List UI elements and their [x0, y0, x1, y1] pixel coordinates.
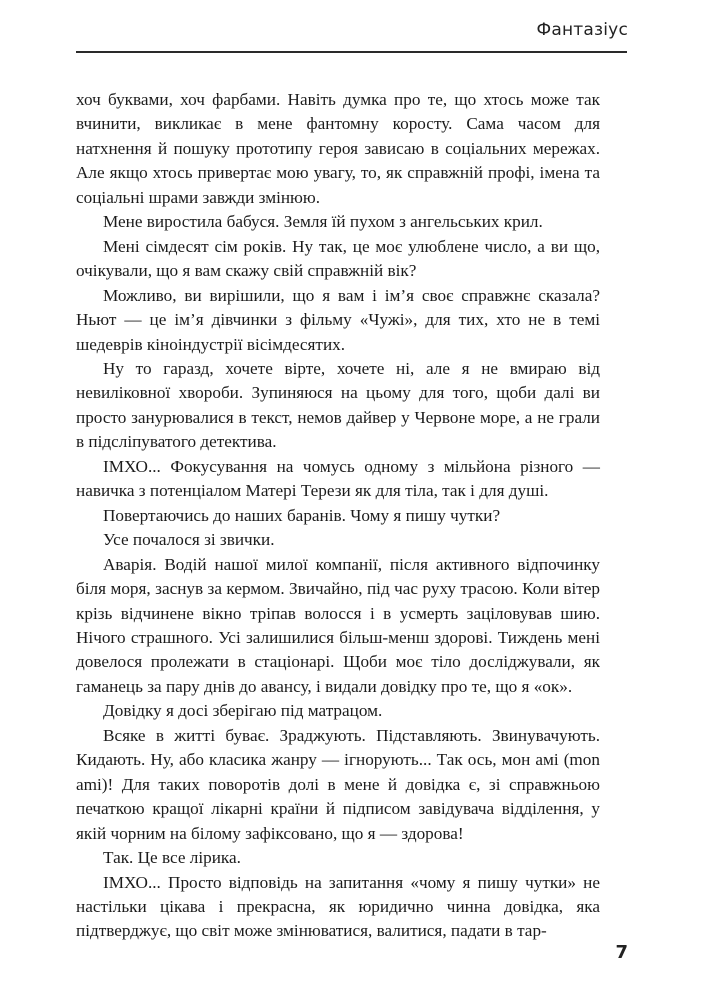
paragraph: Ну то гаразд, хочете вірте, хочете ні, але я не вмираю від невиліковної хвороби. Зупиняюся на цьому для того, щоби далі ви просто занурювалися в текст, немов дайвер у Червоне море, а не грали в підсліпуватого детектива. — [76, 358, 600, 452]
page-number: 7 — [615, 942, 628, 963]
paragraph: Повертаючись до наших баранів. Чому я пишу чутки? — [103, 505, 501, 525]
paragraph: Усе почалося зі звички. — [103, 530, 275, 550]
paragraph: Можливо, ви вирішили, що я вам і ім’я своє справжнє сказала? Ньют — це ім’я дівчинки з фільму «Чужі», для тих, хто не в темі шедеврів кіноіндустрії вісімдесятих. — [76, 285, 600, 354]
paragraph: Мені сімдесят сім років. Ну так, це моє улюблене число, а ви що, очікували, що я вам скажу свій справжній вік? — [76, 236, 600, 281]
header-divider — [76, 51, 627, 53]
paragraph: Мене виростила бабуся. Земля їй пухом з ангельських крил. — [103, 212, 543, 232]
page-body-text — [76, 88, 600, 944]
paragraph: Так. Це все лірика. — [103, 848, 241, 868]
paragraph: ІМХО... Просто відповідь на запитання «чому я пишу чутки» не настільки цікава і прекрасна, як юридично чинна довідка, яка підтверджує, що світ може змінюватися, валитися, падати в тар- — [76, 872, 600, 941]
paragraph: Аварія. Водій нашої милої компанії, після активного відпочинку біля моря, заснув за кермом. Звичайно, під час руху трасою. Коли вітер крізь відчинене вікно тріпав волосся і в усмерть заціловував шию. Нічого страшного. Усі залишилися більш-менш здорові. Тиждень мені довелося пролежати в стаціонарі. Щоби моє тіло досліджували, як гаманець за пару днів до авансу, і видали довідку про те, що я «ок». — [76, 554, 600, 696]
running-header-title: Фантазіус — [536, 20, 628, 40]
paragraph: Всяке в житті буває. Зраджують. Підставляють. Звинувачують. Кидають. Ну, або класика жанру — ігнорують... Так ось, мон амі (mon ami)! Для таких поворотів долі в мене й довідка є, зі справжньою печаткою кращої лікарні країни й підписом завідувача відділення, у якій чорним на білому зафіксовано, що я — здорова! — [76, 725, 600, 843]
paragraph: ІМХО... Фокусування на чомусь одному з мільйона різного — навичка з потенціалом Матері Терези як для тіла, так і для душі. — [76, 456, 600, 501]
paragraph: Довідку я досі зберігаю під матрацом. — [103, 701, 383, 721]
paragraph: хоч буквами, хоч фарбами. Навіть думка про те, що хтось може так вчинити, викликає в мене фантомну коросту. Сама часом для натхнення й пошуку прототипу героя зависаю в соціальних мережах. Але якщо хтось привертає мою увагу, то, як справжній профі, імена та соціальні шрами завжди змінюю. — [76, 90, 600, 207]
